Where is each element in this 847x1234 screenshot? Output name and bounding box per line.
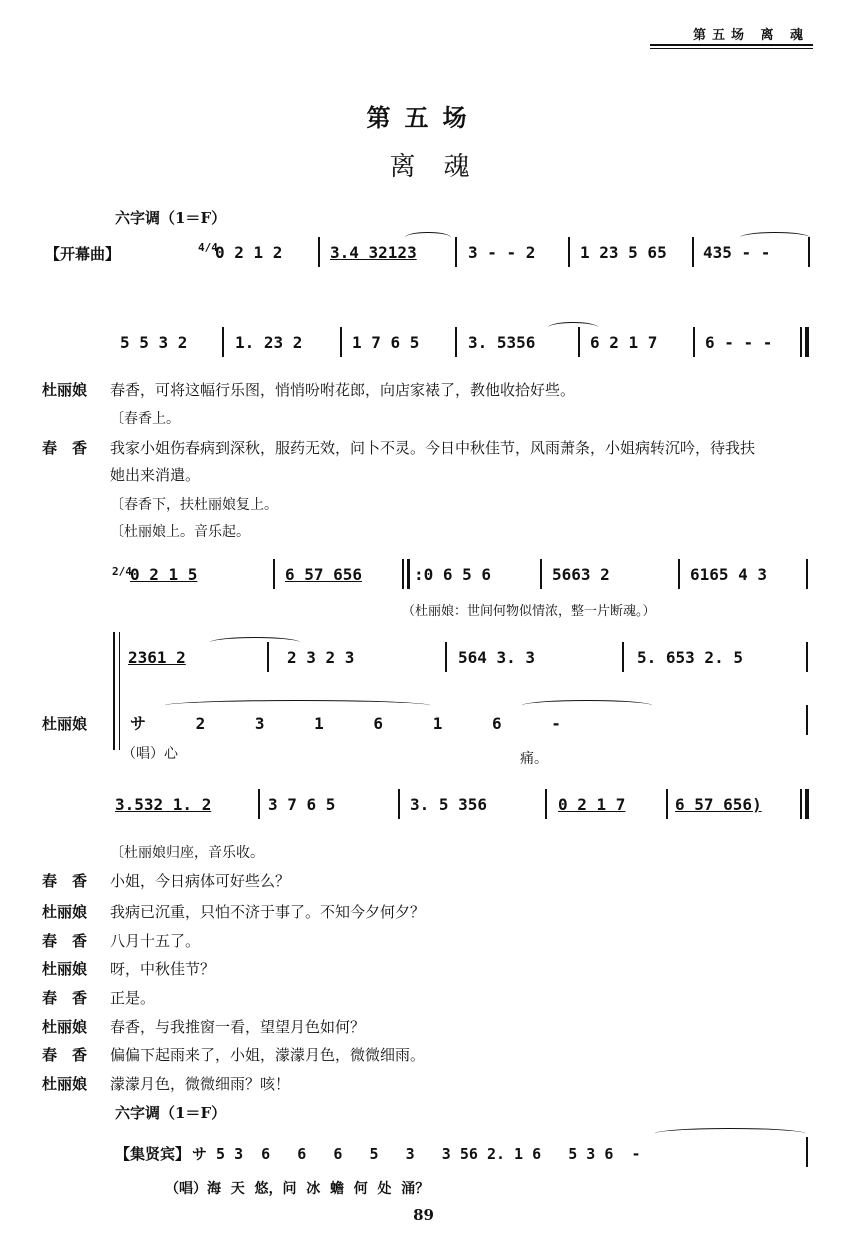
measure: 3 7 6 5 — [268, 795, 336, 814]
speaker: 杜丽娘 — [42, 381, 88, 399]
system-bracket-inner — [119, 632, 120, 750]
measure: 1 23 5 65 — [580, 243, 667, 262]
lyric: （唱）心 — [122, 746, 178, 762]
tie-slur — [548, 322, 598, 333]
dialogue-line: 春香，可将这幅行乐图，悄悄吩咐花郎，向店家裱了，教他收拾好些。 — [110, 381, 576, 399]
barline — [267, 642, 269, 672]
tie-slur — [210, 637, 300, 648]
dialogue-line: 八月十五了。 — [110, 932, 201, 950]
tie-slur — [405, 232, 451, 243]
dialogue-line: 正是。 — [110, 989, 156, 1007]
dialogue-line: 偏偏下起雨来了，小姐，濛濛月色，微微细雨。 — [110, 1046, 426, 1064]
barline — [273, 559, 275, 589]
aria-label: 【集贤宾】 — [115, 1145, 191, 1163]
final-barline — [805, 327, 809, 357]
barline — [258, 789, 260, 819]
dialogue-line: 呀，中秋佳节？ — [110, 960, 216, 978]
dialogue-line: 我家小姐伤春病到深秋，服药无效，问卜不灵。今日中秋佳节，风雨萧条，小姐病转沉吟，待我扶 — [110, 439, 756, 457]
barline — [666, 789, 668, 819]
scene-title: 第五场 — [366, 103, 481, 132]
barline — [545, 789, 547, 819]
measure: 2 3 2 3 — [287, 648, 355, 667]
stage-direction: 〔杜丽娘上。音乐起。 — [110, 524, 250, 540]
measure: 564 3. 3 — [458, 648, 536, 667]
measure: 6 57 656) — [675, 795, 762, 814]
barline — [800, 789, 802, 819]
speaker: 春 香 — [42, 932, 88, 950]
tie-slur — [655, 1128, 805, 1139]
dialogue-line: 她出来消遣。 — [110, 466, 201, 484]
barline — [402, 559, 404, 589]
measure: 6165 4 3 — [690, 565, 768, 584]
stage-direction: 〔杜丽娘归座，音乐收。 — [110, 845, 264, 861]
running-header: 第五场 离 魂 — [692, 28, 809, 43]
barline — [540, 559, 542, 589]
speaker: 杜丽娘 — [42, 903, 88, 921]
overture-label: 【开幕曲】 — [45, 245, 121, 263]
measure: 1 7 6 5 — [352, 333, 420, 352]
barline — [455, 327, 457, 357]
aria-notes: サ 5 3 6 6 6 5 3 3 56 2. 1 6 5 3 6 - — [192, 1145, 641, 1163]
barline — [806, 642, 808, 672]
measure: 1. 23 2 — [235, 333, 303, 352]
measure: 3. 5 356 — [410, 795, 488, 814]
tie-slur — [740, 232, 810, 243]
measure: 5. 653 2. 5 — [637, 648, 743, 667]
measure: 0 2 1 5 — [130, 565, 198, 584]
barline — [800, 327, 802, 357]
barline — [806, 559, 808, 589]
spoken-note: （杜丽娘：世间何物似情浓，整一片断魂。） — [402, 604, 656, 619]
dialogue-line: 春香，与我推窗一看，望望月色如何？ — [110, 1018, 366, 1036]
barline — [692, 237, 694, 267]
barline — [678, 559, 680, 589]
measure: 6 - - - — [705, 333, 773, 352]
barline — [578, 327, 580, 357]
measure: 0 2 1 2 — [215, 243, 283, 262]
scene-subtitle: 离魂 — [389, 152, 498, 182]
voice-line: サ 2 3 1 6 1 6 - — [130, 714, 561, 733]
meter-sign: 4/4 — [198, 241, 218, 254]
header-rule — [650, 44, 813, 46]
speaker: 杜丽娘 — [42, 715, 88, 733]
dialogue-line: 我病已沉重，只怕不济于事了。不知今夕何夕？ — [110, 903, 426, 921]
aria-lyrics: （唱）海 天 悠，问 冰 蟾 何 处 涌？ — [165, 1181, 430, 1197]
speaker: 杜丽娘 — [42, 1018, 88, 1036]
measure: 3.532 1. 2 — [115, 795, 212, 814]
barline — [445, 642, 447, 672]
measure: 2361 2 — [128, 648, 186, 667]
dialogue-line: 小姐，今日病体可好些么？ — [110, 872, 291, 890]
tie-slur — [165, 700, 430, 711]
repeat-barline — [407, 559, 410, 589]
barline — [806, 705, 808, 735]
measure: 5 5 3 2 — [120, 333, 188, 352]
measure: 5663 2 — [552, 565, 610, 584]
speaker: 春 香 — [42, 872, 88, 890]
barline — [622, 642, 624, 672]
key-signature: 六字调（1＝F） — [115, 1104, 227, 1122]
measure: 6 57 656 — [285, 565, 363, 584]
meter-sign: 2/4 — [112, 565, 132, 578]
speaker: 春 香 — [42, 1046, 88, 1064]
final-barline — [805, 789, 809, 819]
tie-slur — [522, 700, 652, 711]
barline — [806, 1137, 808, 1167]
lyric: 痛。 — [520, 751, 548, 767]
measure: 6 2 1 7 — [590, 333, 658, 352]
stage-direction: 〔春香下，扶杜丽娘复上。 — [110, 497, 278, 513]
key-signature: 六字调（1＝F） — [115, 209, 227, 227]
speaker: 春 香 — [42, 439, 88, 457]
measure: 3.4 32123 — [330, 243, 417, 262]
speaker: 杜丽娘 — [42, 960, 88, 978]
measure: 0 2 1 7 — [558, 795, 626, 814]
speaker: 杜丽娘 — [42, 1075, 88, 1093]
system-bracket — [113, 632, 115, 750]
stage-direction: 〔春香上。 — [110, 411, 180, 427]
header-rule-thin — [650, 48, 813, 49]
measure: :0 6 5 6 — [414, 565, 492, 584]
measure: 3 - - 2 — [468, 243, 536, 262]
measure: 3. 5356 — [468, 333, 536, 352]
barline — [455, 237, 457, 267]
barline — [808, 237, 810, 267]
dialogue-line: 濛濛月色，微微细雨？咳！ — [110, 1075, 291, 1093]
barline — [398, 789, 400, 819]
barline — [318, 237, 320, 267]
measure: 435 - - — [703, 243, 771, 262]
page-number: 89 — [413, 1206, 434, 1224]
speaker: 春 香 — [42, 989, 88, 1007]
barline — [693, 327, 695, 357]
barline — [568, 237, 570, 267]
barline — [340, 327, 342, 357]
barline — [222, 327, 224, 357]
